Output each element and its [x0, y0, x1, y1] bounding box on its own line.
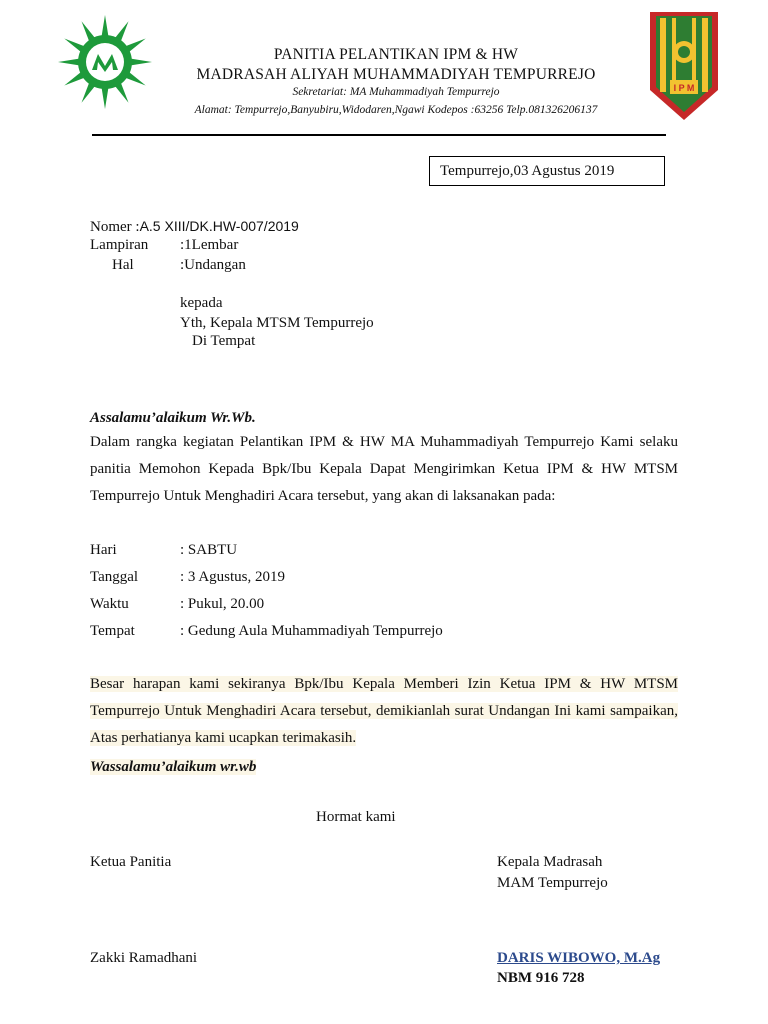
sun-ray — [102, 88, 109, 109]
event-row-tempat — [90, 619, 590, 646]
greeting: Assalamu’alaikum Wr.Wb. — [90, 410, 256, 426]
event-row-tanggal — [90, 565, 590, 592]
event-value: : SABTU — [180, 542, 238, 558]
recipient-name: Yth, Kepala MTSM Tempurrejo — [180, 315, 374, 331]
secretariat-label: Sekretariat: — [292, 86, 347, 98]
ipm-shield-logo-icon — [648, 10, 720, 122]
event-details — [90, 538, 590, 646]
svg-text:I P M: I P M — [673, 83, 695, 93]
event-value: : 3 Agustus, 2019 — [180, 569, 286, 585]
secretariat-value: MA Muhammadiyah Tempurrejo — [346, 86, 500, 98]
farewell — [90, 757, 256, 777]
sun-ray — [102, 15, 109, 36]
event-row-hari — [90, 538, 590, 565]
nomer-value: A.5 XIII/DK.HW-007/2019 — [139, 218, 299, 234]
event-row-waktu — [90, 592, 590, 619]
lampiran-label: Lampiran — [90, 237, 149, 253]
farewell-text: Wassalamu’alaikum wr.wb — [90, 759, 257, 775]
event-label: Hari — [90, 542, 117, 558]
muhammadiyah-logo-icon — [50, 12, 160, 112]
event-label: Tanggal — [90, 569, 139, 585]
closing-paragraph — [90, 671, 678, 752]
date-box: Tempurrejo,03 Agustus 2019 — [429, 156, 665, 186]
hal-label: Hal — [112, 257, 134, 273]
recipient-kepada: kepada — [180, 295, 223, 311]
address-line: Alamat: Tempurrejo,Banyubiru,Widodaren,Ngawi Kodepos :63256 Telp.081326206137 — [194, 104, 598, 116]
sun-ray — [58, 59, 79, 66]
hal-value: :Undangan — [180, 257, 246, 273]
event-value: : Pukul, 20.00 — [180, 596, 265, 612]
left-signer-name: Zakki Ramadhani — [90, 950, 198, 966]
event-label: Tempat — [90, 623, 135, 639]
sun-ray — [131, 59, 152, 66]
event-label: Waktu — [90, 596, 129, 612]
right-signer-name: DARIS WIBOWO, M.Ag — [497, 950, 661, 966]
secretariat-line — [150, 86, 642, 98]
recipient-place: Di Tempat — [192, 333, 256, 349]
nomer-label: Nomer : — [90, 219, 140, 235]
closing-text: Besar harapan kami sekiranya Bpk/Ibu Kepala Memberi Izin Ketua IPM & HW MTSM Tempurrejo Untuk Menghadiri Acara tersebut, demikianlah surat Undangan Ini kami sampaikan, Atas perhatianya kami ucapkan terimakasih. — [90, 676, 678, 746]
body-paragraph: Dalam rangka kegiatan Pelantikan IPM & HW MA Muhammadiyah Tempurrejo Kami selaku panitia Memohon Kepada Bpk/Ibu Kepala Dapat Mengirimkan Ketua IPM & HW MTSM Tempurrejo Untuk Menghadiri Acara tersebut, yang akan di laksanakan pada: — [90, 434, 678, 504]
right-signer-title: Kepala Madrasah — [497, 854, 603, 870]
nomer-line — [90, 216, 299, 237]
right-signer-id: NBM 916 728 — [497, 970, 585, 986]
header-divider — [92, 134, 666, 136]
lampiran-value: :1Lembar — [180, 237, 239, 253]
event-value: : Gedung Aula Muhammadiyah Tempurrejo — [180, 623, 443, 639]
school-title: MADRASAH ALIYAH MUHAMMADIYAH TEMPURREJO — [196, 66, 596, 83]
left-signer-title: Ketua Panitia — [90, 854, 172, 870]
signoff: Hormat kami — [316, 809, 396, 825]
committee-title: PANITIA PELANTIKAN IPM & HW — [273, 46, 519, 63]
right-signer-institution: MAM Tempurrejo — [497, 875, 608, 891]
